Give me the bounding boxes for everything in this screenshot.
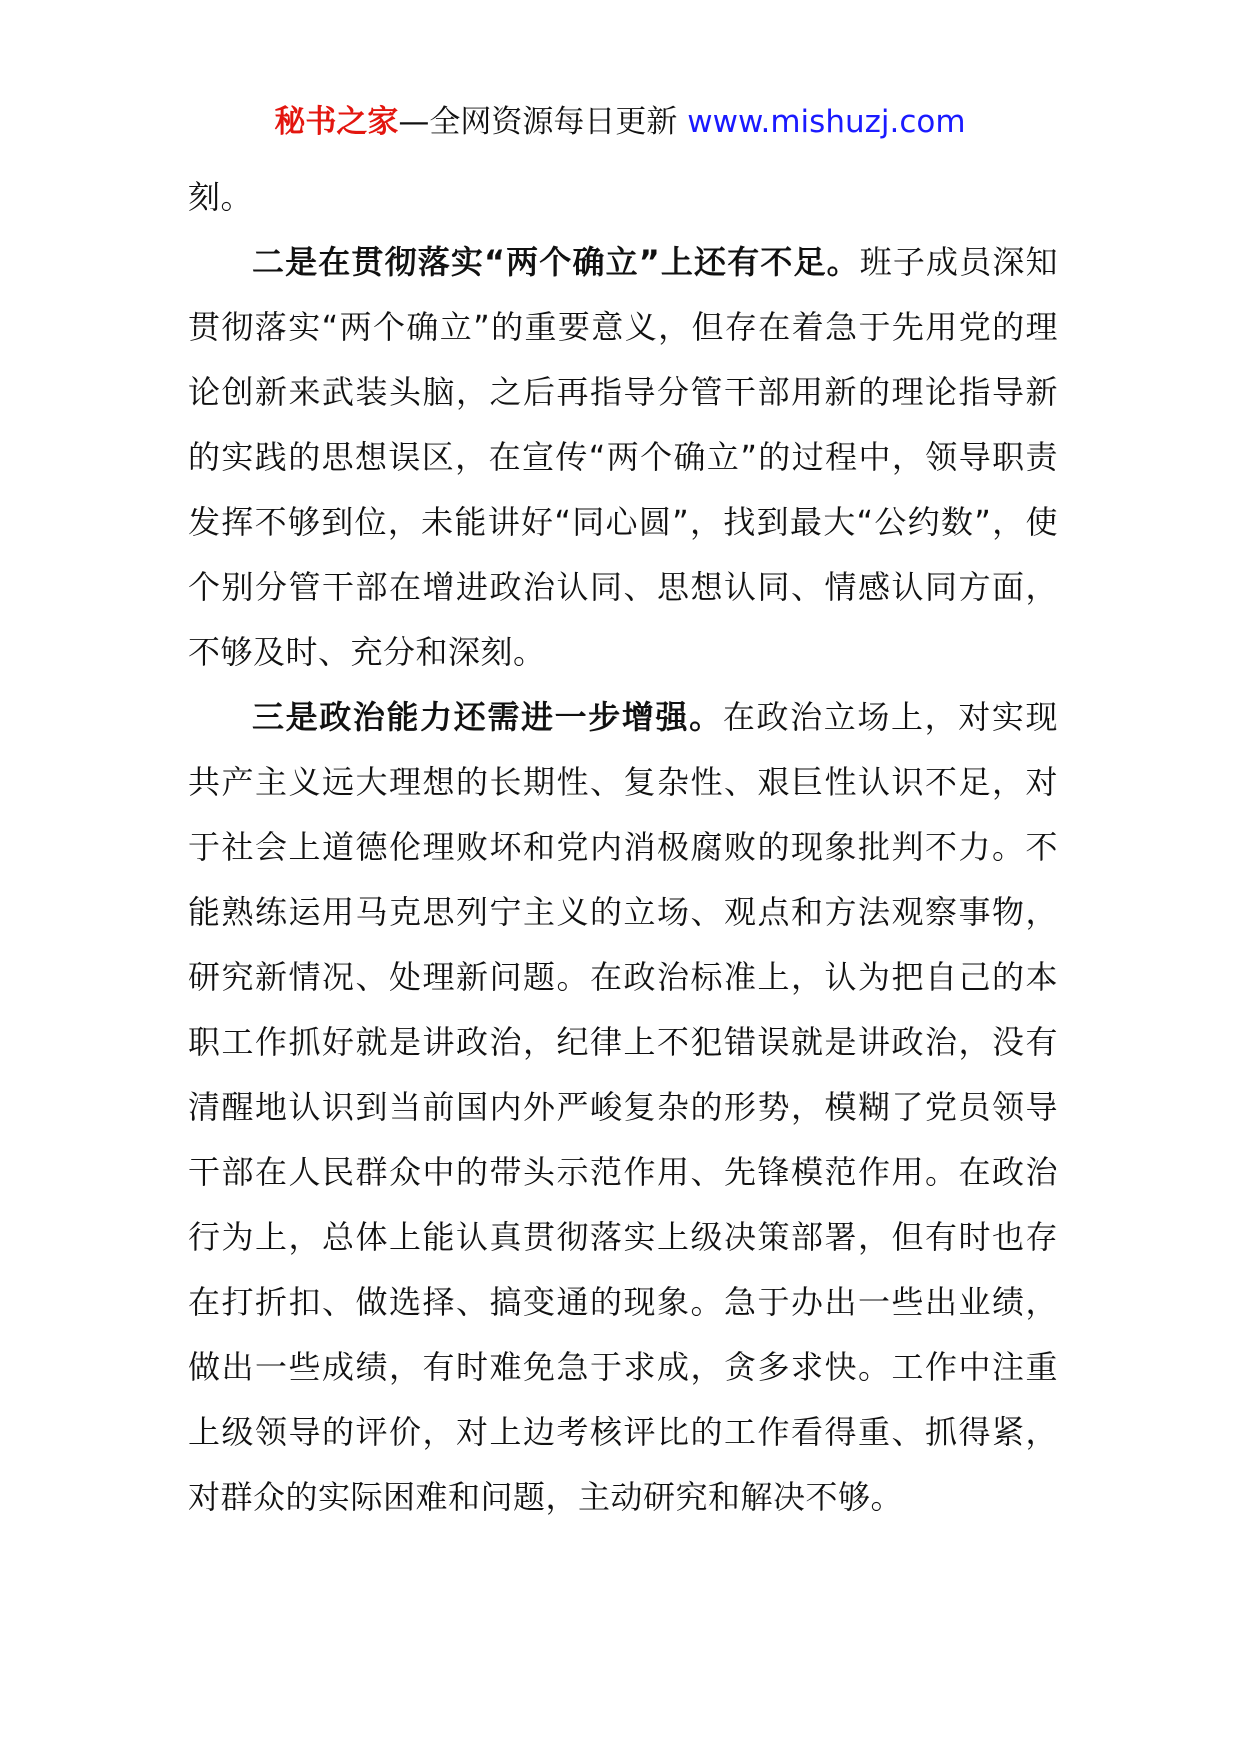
paragraph-lead: 三是政治能力还需进一步增强。 (252, 698, 723, 736)
paragraph-text: 班子成员深知贯彻落实“两个确立”的重要意义，但存在着急于先用党的理论创新来武装头脑，之后再指导分管干部用新的理论指导新的实践的思想误区，在宣传“两个确立”的过程中，领导职责发挥不够到位，未能讲好“同心圆”，找到最大“公约数”，使个别分管干部在增进政治认同、思想认同、情感认同方面，不够及时、充分和深刻。 (188, 243, 1058, 671)
document-body (188, 165, 1058, 1530)
header-slogan: —全网资源每日更新 (398, 104, 688, 140)
paragraph-text: 刻。 (188, 178, 254, 216)
paragraph-continuation (188, 165, 1058, 230)
paragraph-text: 在政治立场上，对实现共产主义远大理想的长期性、复杂性、艰巨性认识不足，对于社会上道德伦理败坏和党内消极腐败的现象批判不力。不能熟练运用马克思列宁主义的立场、观点和方法观察事物，研究新情况、处理新问题。在政治标准上，认为把自己的本职工作抓好就是讲政治，纪律上不犯错误就是讲政治，没有清醒地认识到当前国内外严峻复杂的形势，模糊了党员领导干部在人民群众中的带头示范作用、先锋模范作用。在政治行为上，总体上能认真贯彻落实上级决策部署，但有时也存在打折扣、做选择、搞变通的现象。急于办出一些出业绩，做出一些成绩，有时难免急于求成，贪多求快。工作中注重上级领导的评价，对上边考核评比的工作看得重、抓得紧，对群众的实际困难和问题，主动研究和解决不够。 (188, 698, 1058, 1516)
header-url-link[interactable]: www.mishuzj.com (687, 104, 966, 140)
paragraph-lead: 二是在贯彻落实“两个确立”上还有不足。 (252, 243, 860, 281)
header-brand: 秘书之家 (274, 104, 399, 140)
page-header (0, 100, 1240, 144)
paragraph-point-two (188, 230, 1058, 685)
paragraph-point-three (188, 685, 1058, 1530)
